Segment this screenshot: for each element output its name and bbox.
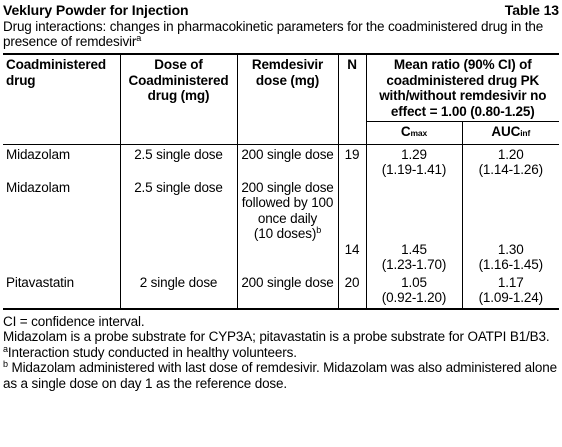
cmax-ci: (1.23-1.70) <box>381 257 447 272</box>
cell-n <box>338 178 366 273</box>
drug-interaction-table <box>3 53 559 310</box>
cell-remdesivir-dose <box>237 178 338 273</box>
cell-auc <box>462 178 559 273</box>
cell-auc <box>462 273 559 309</box>
cell-cmax <box>366 144 462 178</box>
remdesivir-dose-line1: 200 single dose <box>241 179 334 195</box>
cmax-subscript: max <box>410 128 428 138</box>
cmax-value: 1.29 <box>401 146 427 162</box>
document-title: Veklury Powder for Injection <box>3 2 189 18</box>
remdesivir-dose-count: (10 doses) <box>253 226 317 241</box>
auc-ci: (1.09-1.24) <box>478 290 543 305</box>
cmax-value: 1.45 <box>401 241 427 257</box>
cell-dose: 2.5 single dose <box>120 178 237 273</box>
cell-cmax <box>366 273 462 309</box>
footnote-probe: Midazolam is a probe substrate for CYP3A; pitavastatin is a probe substrate for OATPI B1/B3. <box>3 329 550 344</box>
cell-remdesivir-dose: 200 single dose <box>237 273 338 309</box>
footnote-b-marker: b <box>3 359 8 369</box>
auc-value: 1.20 <box>497 146 524 162</box>
auc-label: AUC <box>491 124 521 139</box>
column-header-n: N <box>338 54 366 144</box>
table-number: Table 13 <box>504 2 559 18</box>
footnote-b <box>3 360 559 391</box>
cell-n: 20 <box>338 273 366 309</box>
auc-ci: (1.14-1.26) <box>478 162 543 177</box>
footnote-a <box>3 345 559 361</box>
column-header-drug: Coadministered drug <box>3 54 120 144</box>
auc-ci: (1.16-1.45) <box>478 257 543 272</box>
footnote-b-text: Midazolam administered with last dose of remdesivir. Midazolam was also administered alone as a single dose on day 1 as the reference dose. <box>3 360 557 391</box>
cell-cmax <box>366 178 462 273</box>
cell-drug: Pitavastatin <box>3 273 120 309</box>
table-header-row <box>3 54 559 122</box>
cell-drug: Midazolam <box>6 179 70 195</box>
auc-subscript: inf <box>520 128 531 138</box>
footnote-a-marker: a <box>3 343 8 354</box>
cell-n: 19 <box>338 144 366 178</box>
footnote-a-text: Interaction study conducted in healthy volunteers. <box>7 344 297 360</box>
remdesivir-dose-line3 <box>241 226 335 242</box>
table-row <box>3 273 559 309</box>
caption-footnote-marker: a <box>136 33 142 43</box>
table-footnotes <box>3 314 559 392</box>
cmax-value: 1.05 <box>401 274 427 290</box>
cell-remdesivir-dose: 200 single dose <box>237 144 338 178</box>
column-header-remdesivir-dose: Remdesivir dose (mg) <box>237 54 338 144</box>
column-header-auc <box>462 122 559 145</box>
cell-drug: Midazolam <box>6 146 70 162</box>
cmax-ci: (1.19-1.41) <box>381 162 447 177</box>
table-row <box>3 178 559 273</box>
cell-auc <box>462 144 559 178</box>
n-value: 14 <box>344 241 360 257</box>
document-header <box>3 2 559 18</box>
auc-value: 1.30 <box>497 241 524 257</box>
footnote-ci: CI = confidence interval. <box>3 313 145 329</box>
cmax-label: C <box>400 124 411 139</box>
cell-dose: 2 single dose <box>120 273 237 309</box>
column-header-dose: Dose of Coadministered drug (mg) <box>120 54 237 144</box>
cmax-ci: (0.92-1.20) <box>381 290 447 305</box>
cell-dose: 2.5 single dose <box>120 144 237 178</box>
remdesivir-footnote-marker: b <box>316 225 322 235</box>
column-header-mean-ratio: Mean ratio (90% CI) of coadministered drug PK with/without remdesivir no effect = 1.00 (0.80-1.25) <box>366 54 559 122</box>
caption-text: Drug interactions: changes in pharmacokinetic parameters for the coadministered drug in the presence of remdesivir <box>3 19 544 49</box>
auc-value: 1.17 <box>497 274 524 290</box>
column-header-cmax <box>366 122 462 145</box>
remdesivir-dose-line2: followed by 100 once daily <box>241 195 334 226</box>
table-caption <box>3 19 559 49</box>
table-row <box>3 144 559 178</box>
